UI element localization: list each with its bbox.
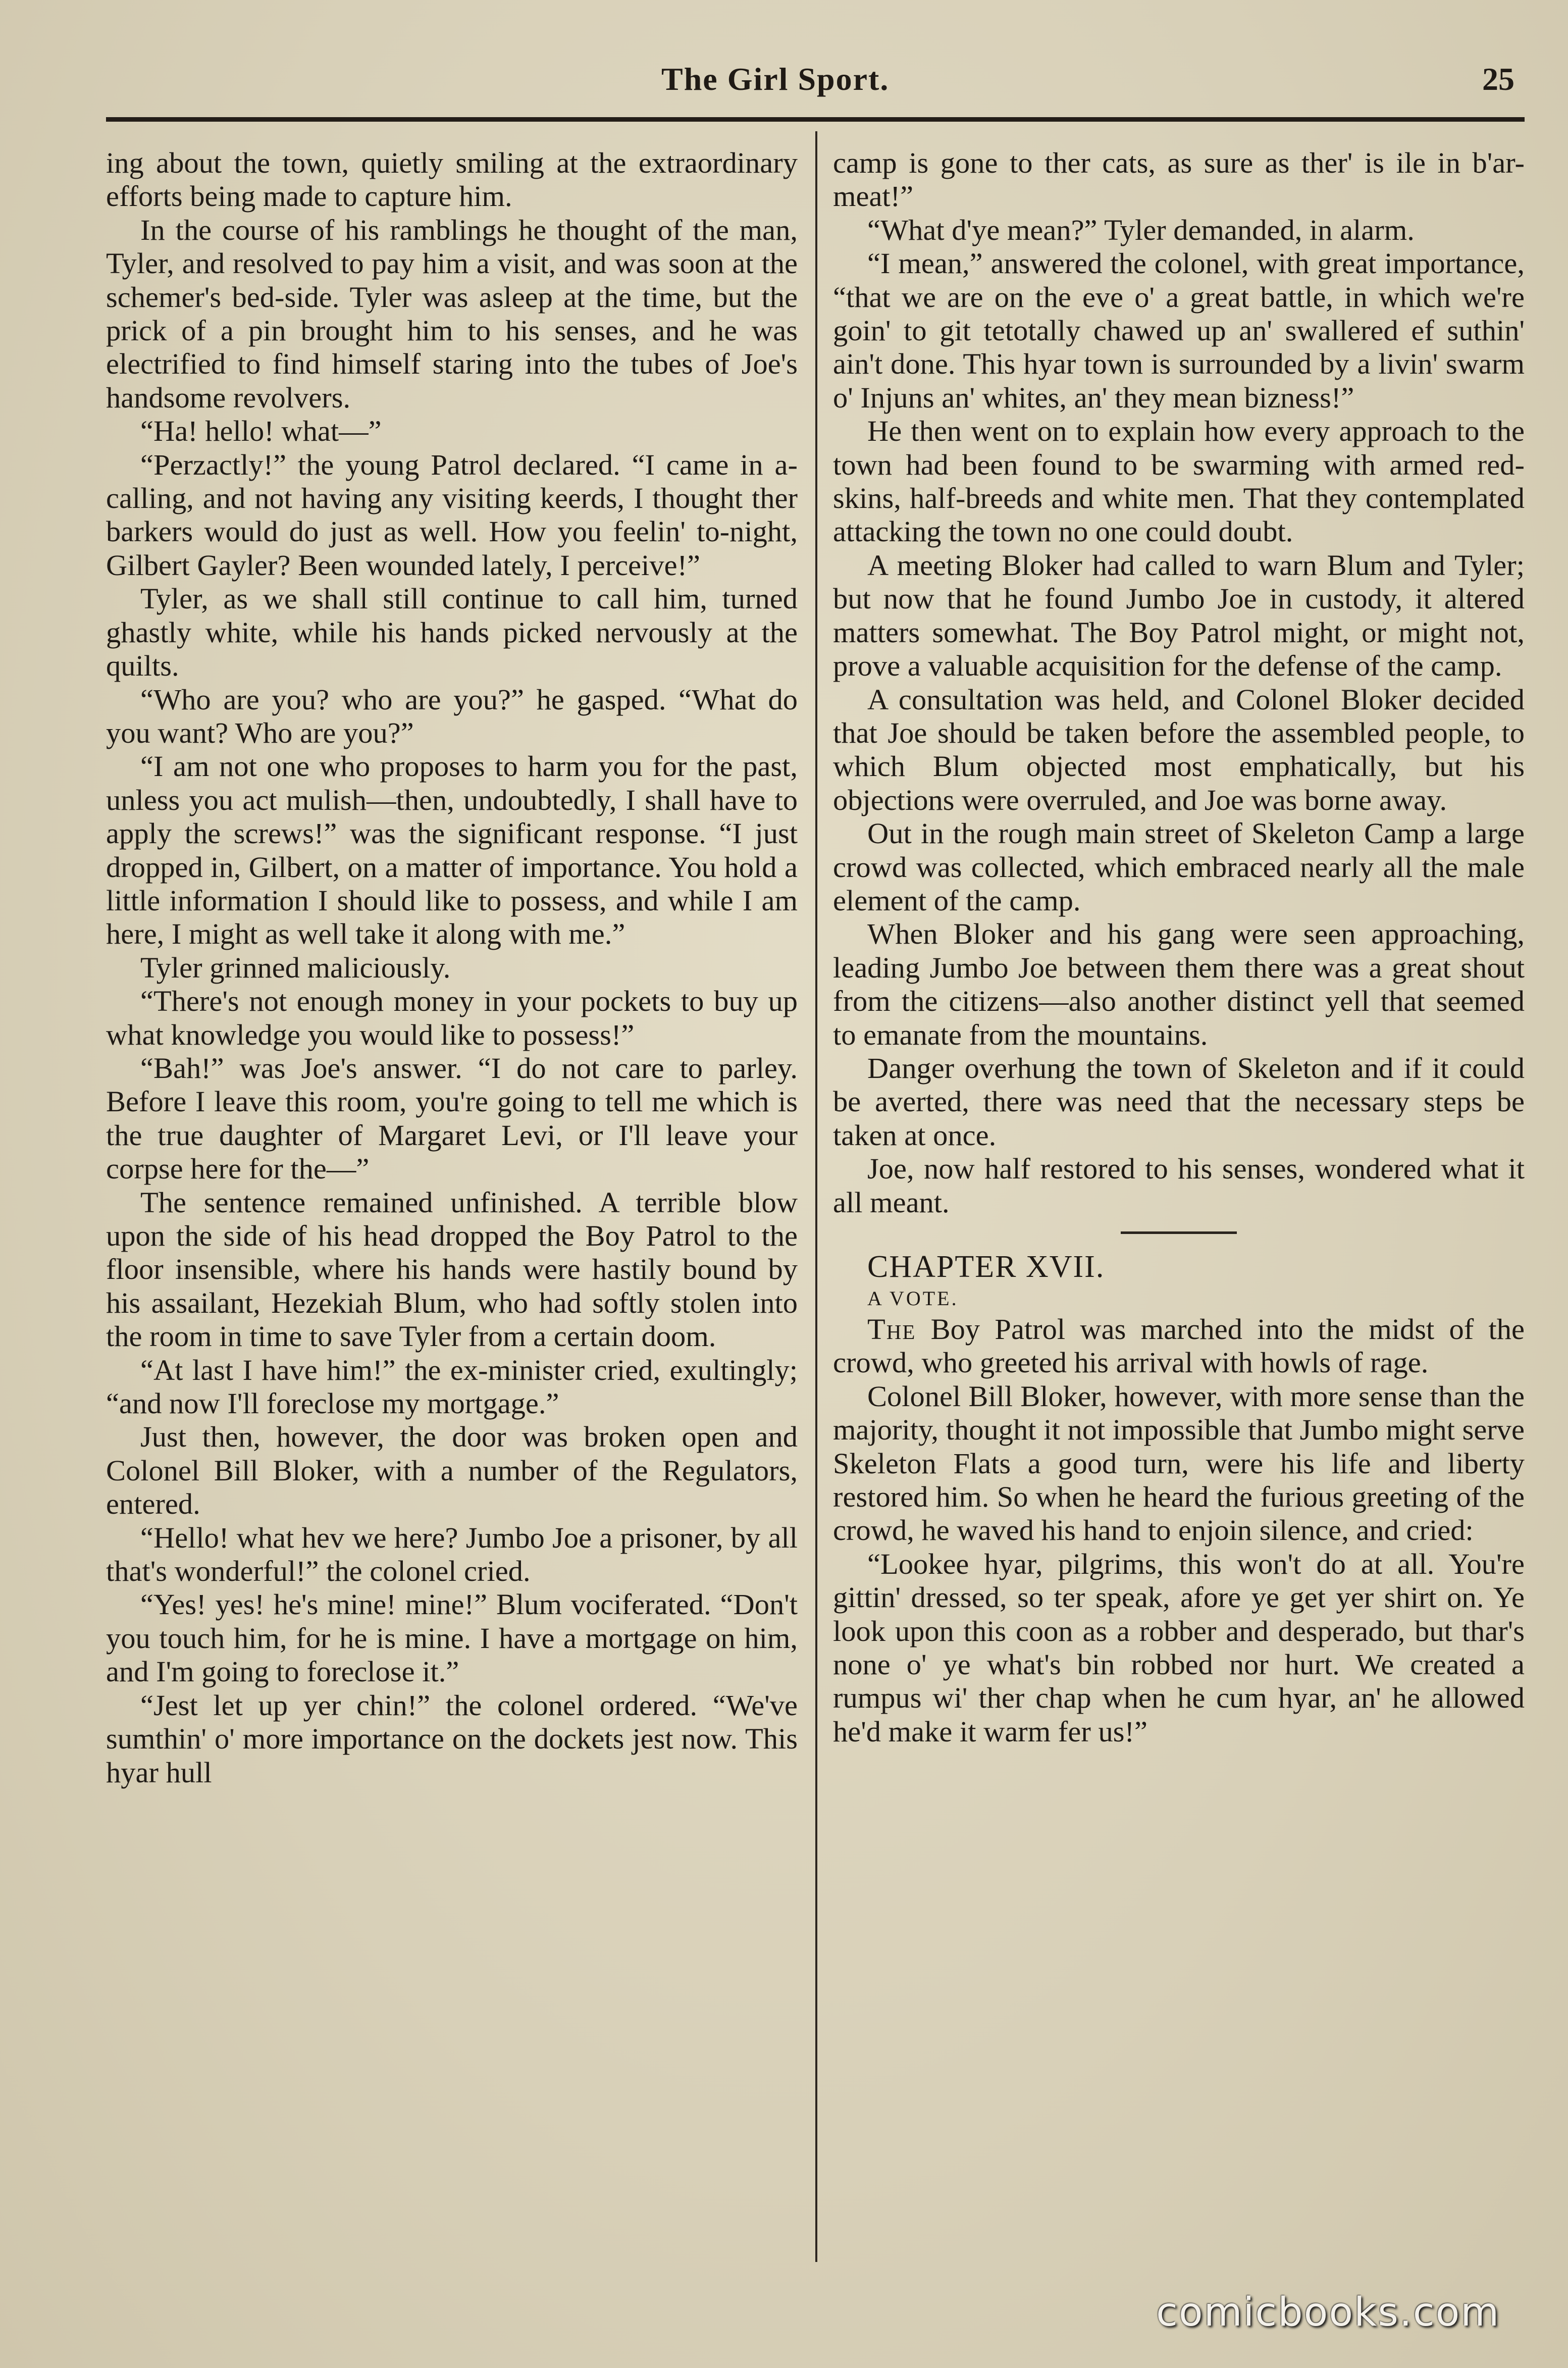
- paragraph: Tyler, as we shall still continue to call him, turned ghastly white, while his hands picked nervously at the quilts.: [106, 582, 798, 683]
- header-rule: [106, 117, 1525, 122]
- paragraph: “Yes! yes! he's mine! mine!” Blum vociferated. “Don't you touch him, for he is mine. I have a mortgage on him, and I'm going to foreclose it.”: [106, 1588, 798, 1688]
- paragraph: “Ha! hello! what—”: [140, 415, 382, 448]
- chapter-opening-paragraph: [833, 1313, 1525, 1380]
- paragraph: He then went on to explain how every approach to the town had been found to be swarming with armed red-skins, half-breeds and white men. That they contemplated attacking the town no one could doubt.: [833, 415, 1525, 548]
- paragraph: A consultation was held, and Colonel Bloker decided that Joe should be taken before the assembled people, to which Blum objected most emphatically, but his objections were overruled, and Joe was borne away.: [833, 683, 1525, 816]
- paragraph: Out in the rough main street of Skeleton Camp a large crowd was collected, which embraced nearly all the male element of the camp.: [833, 817, 1525, 917]
- left-column: [106, 146, 798, 1789]
- paragraph: “Perzactly!” the young Patrol declared. “I came in a-calling, and not having any visiting keerds, I thought ther barkers would do just as well. How you feelin' to-night, Gilbert Gayler? Been wounded lately, I perceive!”: [106, 448, 798, 582]
- paragraph: ing about the town, quietly smiling at the extraordinary efforts being made to capture him.: [106, 146, 798, 213]
- paragraph: Tyler grinned maliciously.: [140, 951, 451, 984]
- paragraph: “There's not enough money in your pockets to buy up what knowledge you would like to possess!”: [106, 985, 798, 1051]
- paragraph: In the course of his ramblings he thought of the man, Tyler, and resolved to pay him a visit, and was soon at the schemer's bed-side. Tyler was asleep at the time, but the prick of a pin brought him to his senses, and he was electrified to find himself staring into the tubes of Joe's handsome revolvers.: [106, 213, 798, 414]
- paragraph: camp is gone to ther cats, as sure as ther' is ile in b'ar-meat!”: [833, 146, 1525, 213]
- column-divider: [815, 131, 817, 2262]
- page-number: 25: [1482, 61, 1514, 97]
- paragraph: “I am not one who proposes to harm you for the past, unless you act mulish—then, undoubtedly, I shall have to apply the screws!” was the significant response. “I just dropped in, Gilbert, on a matter of importance. You hold a little information I should like to possess, and while I am here, I might as well take it along with me.”: [106, 750, 798, 951]
- site-watermark: comicbooks.com: [1156, 2290, 1500, 2335]
- right-column: [833, 146, 1525, 1748]
- paragraph: A meeting Bloker had called to warn Blum and Tyler; but now that he found Jumbo Joe in custody, it altered matters somewhat. The Boy Patrol might, or might not, prove a valuable acquisition for the defense of the camp.: [833, 548, 1525, 683]
- paragraph: When Bloker and his gang were seen approaching, leading Jumbo Joe between them there was a great shout from the citizens—also another distinct yell that seemed to emanate from the mountains.: [833, 917, 1525, 1051]
- paragraph: “Who are you? who are you?” he gasped. “What do you want? Who are you?”: [106, 683, 798, 749]
- chapter-heading: CHAPTER XVII.: [867, 1250, 1105, 1284]
- chapter-rule: [1121, 1231, 1237, 1234]
- paragraph: “What d'ye mean?” Tyler demanded, in alarm.: [867, 213, 1415, 246]
- paragraph: The sentence remained unfinished. A terrible blow upon the side of his head dropped the Boy Patrol to the floor insensible, where his hands were hastily bound by his assailant, Hezekiah Blum, who had softly stolen into the room in time to save Tyler from a certain doom.: [106, 1186, 798, 1353]
- chapter-opening-text: Boy Patrol was marched into the midst of the crowd, who greeted his arrival with howls of rage.: [833, 1313, 1525, 1379]
- chapter-subtitle: A VOTE.: [867, 1287, 959, 1310]
- paragraph: “I mean,” answered the colonel, with great importance, “that we are on the eve o' a great battle, in which we're goin' to git tetotally chawed up an' swallered ef suthin' ain't done. This hyar town is surrounded by a livin' swarm o' Injuns an' whites, an' they mean bizness!”: [833, 247, 1525, 414]
- paragraph: Joe, now half restored to his senses, wondered what it all meant.: [833, 1152, 1525, 1219]
- paragraph: Just then, however, the door was broken open and Colonel Bill Bloker, with a number of the Regulators, entered.: [106, 1420, 798, 1521]
- paragraph: “At last I have him!” the ex-minister cried, exultingly; “and now I'll foreclose my mortgage.”: [106, 1353, 798, 1420]
- running-header: [106, 61, 1525, 116]
- paragraph: Colonel Bill Bloker, however, with more sense than the majority, thought it not impossible that Jumbo might serve Skeleton Flats a good turn, were his life and liberty restored him. So when he heard the furious greeting of the crowd, he waved his hand to enjoin silence, and cried:: [833, 1379, 1525, 1547]
- paragraph: “Bah!” was Joe's answer. “I do not care to parley. Before I leave this room, you're going to tell me which is the true daughter of Margaret Levi, or I'll leave your corpse here for the—”: [106, 1051, 798, 1186]
- chapter-lead-word: The: [867, 1313, 916, 1346]
- paragraph: Danger overhung the town of Skeleton and if it could be averted, there was need that the necessary steps be taken at once.: [833, 1051, 1525, 1152]
- paragraph: “Jest let up yer chin!” the colonel ordered. “We've sumthin' o' more importance on the dockets jest now. This hyar hull: [106, 1688, 798, 1789]
- running-title: The Girl Sport.: [661, 61, 890, 97]
- paragraph: “Lookee hyar, pilgrims, this won't do at all. You're gittin' dressed, so ter speak, afore ye get yer shirt on. Ye look upon this coon as a robber and desperado, but thar's none o' ye what's bin robbed nor hurt. We created a rumpus wi' ther chap when he cum hyar, an' he allowed he'd make it warm fer us!”: [833, 1547, 1525, 1748]
- paragraph: “Hello! what hev we here? Jumbo Joe a prisoner, by all that's wonderful!” the colonel cried.: [106, 1521, 798, 1588]
